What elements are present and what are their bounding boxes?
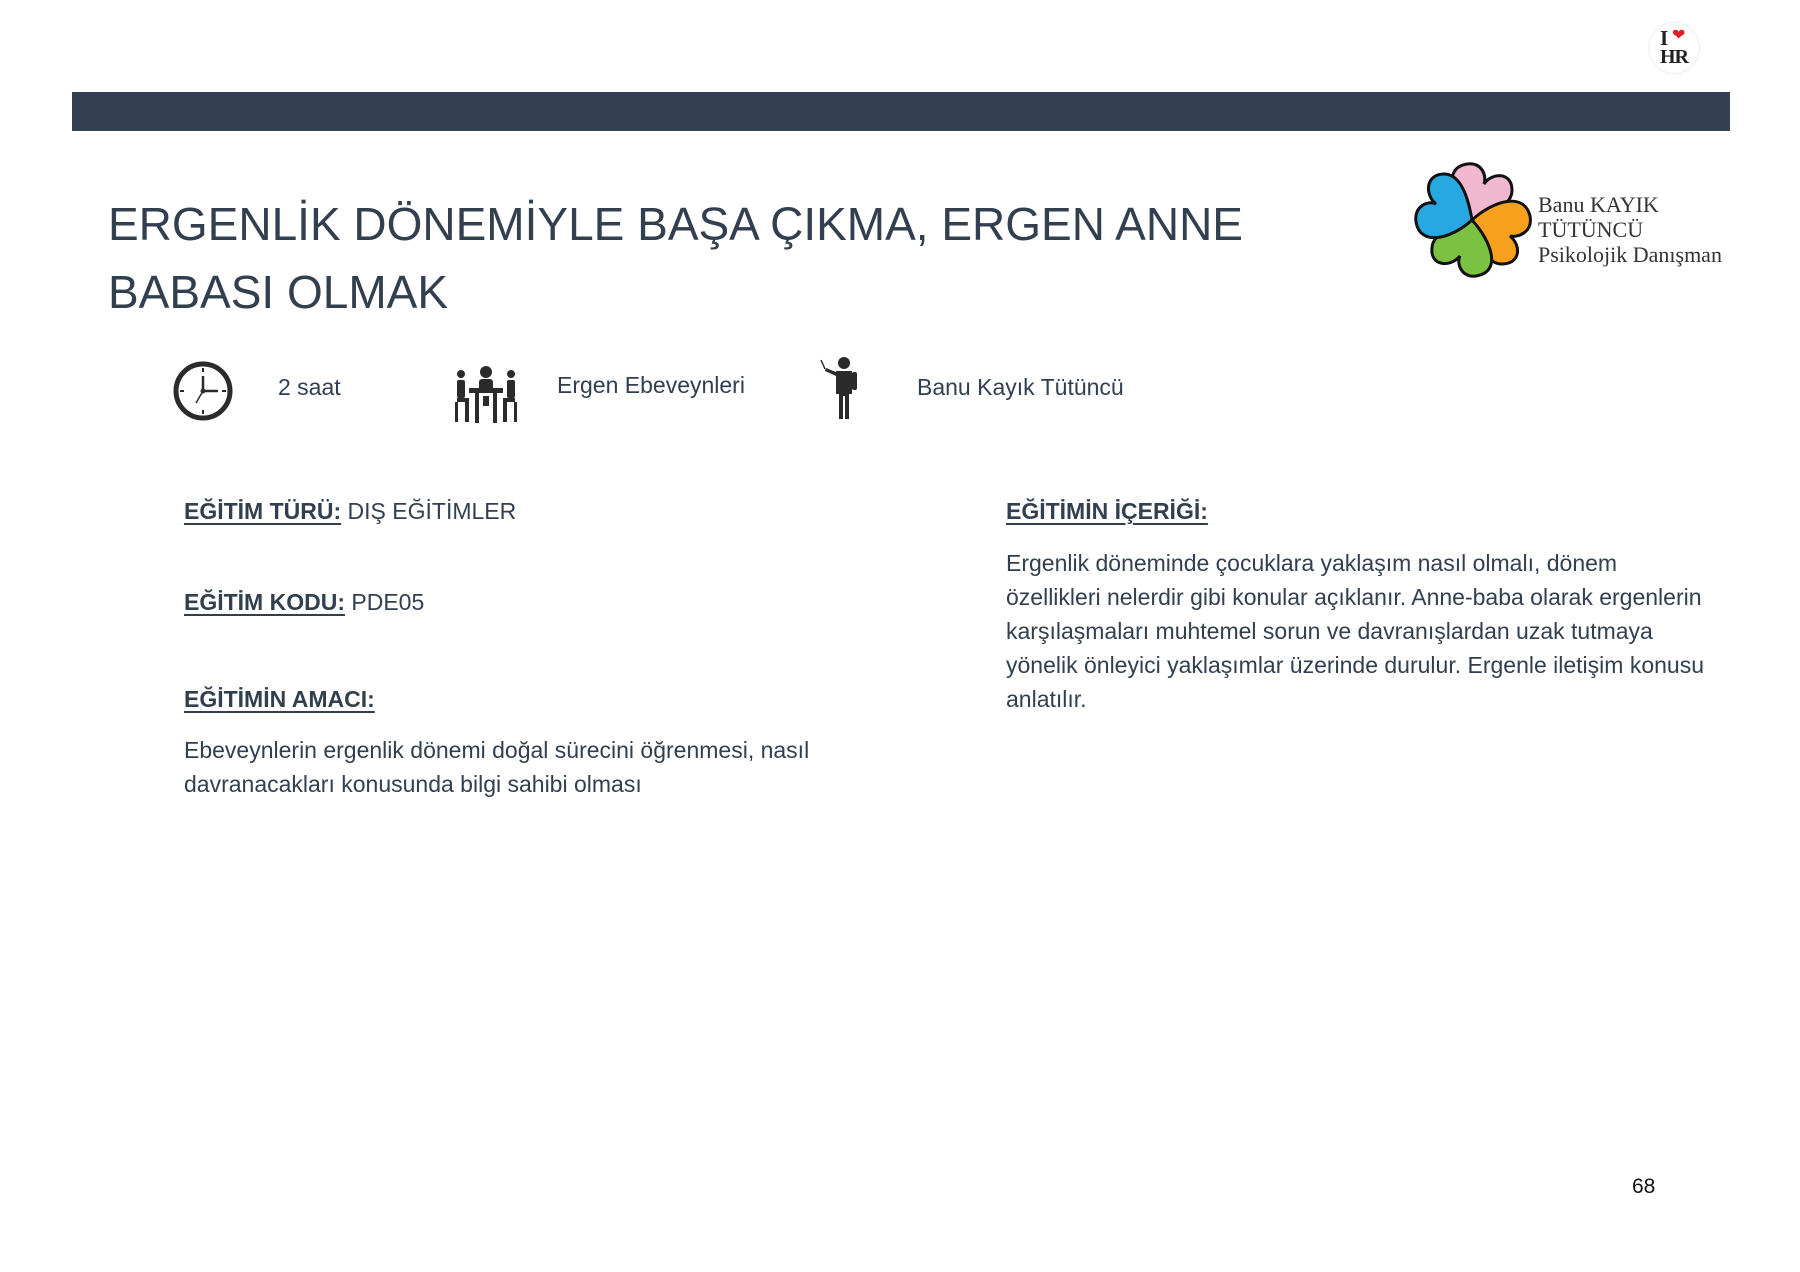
meeting-group-icon (455, 364, 517, 424)
i-love-hr-logo: I ❤ HR (1648, 22, 1700, 74)
training-code: EĞİTİM KODU: PDE05 (184, 589, 425, 615)
heart-icon: ❤ (1672, 27, 1686, 44)
presenter-icon (820, 356, 860, 420)
audience-text: Ergen Ebeveynleri (557, 372, 745, 398)
training-aim-heading: EĞİTİMİN AMACI: (184, 686, 375, 712)
page-number: 68 (1632, 1175, 1656, 1198)
clock-icon (172, 360, 234, 422)
trainer-text: Banu Kayık Tütüncü (917, 374, 1124, 400)
duration-text: 2 saat (278, 374, 341, 400)
training-type: EĞİTİM TÜRÜ: DIŞ EĞİTİMLER (184, 498, 517, 524)
brand-name: Banu KAYIK TÜTÜNCÜ Psikolojik Danışman (1538, 192, 1722, 267)
training-content-text: Ergenlik döneminde çocuklara yaklaşım nasıl olmalı, dönem özellikleri nelerdir gibi konular açıklanır. Anne-baba olarak ergenlerin karşılaşmaları muhtemel sorun ve davranışlardan uzak tutmaya yönelik önleyici yaklaşımlar üzerinde durulur. Ergenle iletişim konusu anlatılır. (1006, 550, 1704, 712)
header-band (72, 92, 1730, 131)
training-aim-text: Ebeveynlerin ergenlik dönemi doğal sürecini öğrenmesi, nasıl davranacakları konusunda bilgi sahibi olması (184, 737, 810, 797)
training-content-heading: EĞİTİMİN İÇERİĞİ: (1006, 498, 1208, 524)
page-title: ERGENLİK DÖNEMİYLE BAŞA ÇIKMA, ERGEN ANNE BABASI OLMAK (108, 198, 1243, 318)
